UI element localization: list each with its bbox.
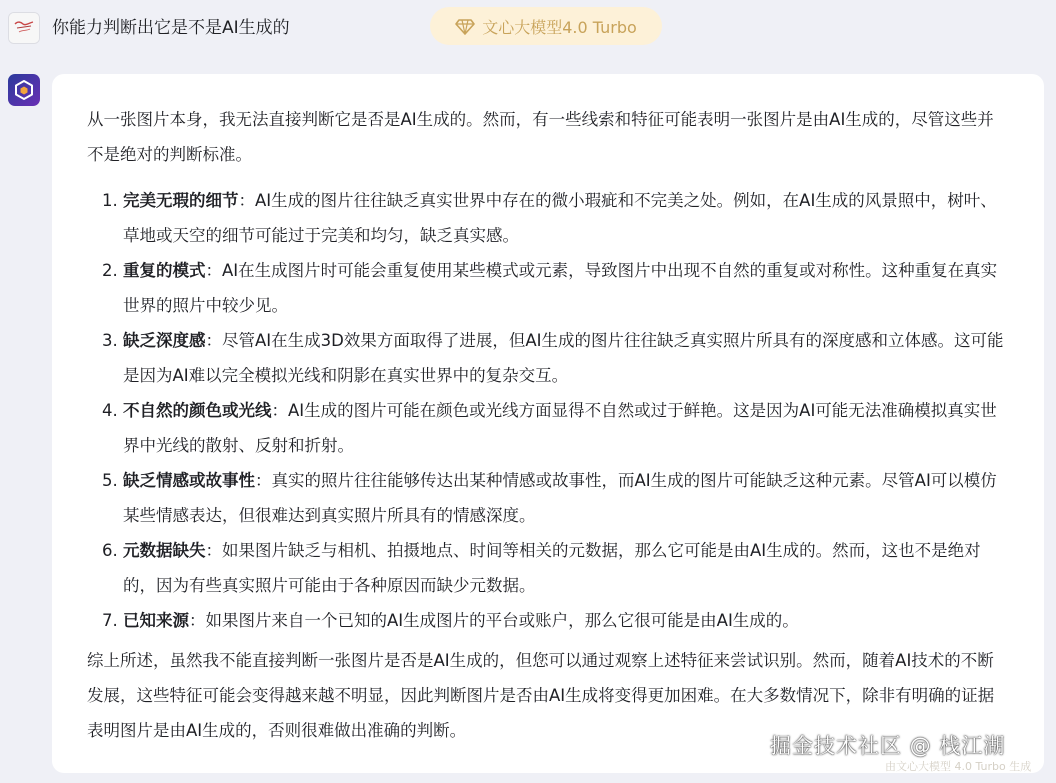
list-item-title: 缺乏深度感 (123, 331, 206, 350)
list-item-number: 6. (102, 541, 118, 560)
user-avatar (8, 12, 40, 44)
model-badge (430, 7, 662, 45)
list-item-text: ：如果图片来自一个已知的AI生成图片的平台或账户，那么它很可能是由AI生成的。 (189, 611, 799, 630)
list-item-number: 3. (102, 331, 118, 350)
list-item-number: 1. (102, 191, 118, 210)
list-item (102, 323, 1010, 393)
list-item-text: ：AI在生成图片时可能会重复使用某些模式或元素，导致图片中出现不自然的重复或对称性。这种重复在真实世界的照片中较少见。 (123, 261, 998, 315)
diamond-icon (455, 16, 475, 36)
list-item-number: 2. (102, 261, 118, 280)
user-avatar-image (9, 13, 39, 43)
answer-card (52, 74, 1044, 773)
list-item-title: 不自然的颜色或光线 (123, 401, 272, 420)
answer-conclusion: 综上所述，虽然我不能直接判断一张图片是否是AI生成的，但您可以通过观察上述特征来尝试识别。然而，随着AI技术的不断发展，这些特征可能会变得越来越不明显，因此判断图片是否由AI生成将变得更加困难。在大多数情况下，除非有明确的证据表明图片是由AI生成的，否则很难做出准确的判断。 (87, 651, 995, 740)
list-item-text: ：真实的照片往往能够传达出某种情感或故事性，而AI生成的图片可能缺乏这种元素。尽管AI可以模仿某些情感表达，但很难达到真实照片所具有的情感深度。 (123, 471, 997, 525)
list-item (102, 253, 1010, 323)
list-item-title: 完美无瑕的细节 (123, 191, 239, 210)
list-item-text: ：AI生成的图片可能在颜色或光线方面显得不自然或过于鲜艳。这是因为AI可能无法准确模拟真实世界中光线的散射、反射和折射。 (123, 401, 997, 455)
bot-avatar (8, 74, 40, 106)
list-item-number: 5. (102, 471, 118, 490)
list-item (102, 603, 1010, 638)
list-item-title: 已知来源 (123, 611, 189, 630)
answer-points-list (87, 183, 1010, 638)
list-item-number: 4. (102, 401, 118, 420)
list-item-title: 元数据缺失 (123, 541, 206, 560)
list-item (102, 393, 1010, 463)
user-question: 你能力判断出它是不是AI生成的 (52, 18, 290, 38)
list-item-number: 7. (102, 611, 118, 630)
list-item-text: ：如果图片缺乏与相机、拍摄地点、时间等相关的元数据，那么它可能是由AI生成的。然而，这也不是绝对的，因为有些真实照片可能由于各种原因而缺少元数据。 (123, 541, 981, 595)
list-item-title: 重复的模式 (123, 261, 206, 280)
list-item (102, 183, 1010, 253)
answer-body (87, 102, 1010, 748)
watermark: 掘金技术社区 @ 栈江湖 (770, 734, 1006, 758)
list-item-text: ：尽管AI在生成3D效果方面取得了进展，但AI生成的图片往往缺乏真实照片所具有的深度感和立体感。这可能是因为AI难以完全模拟光线和阴影在真实世界中的复杂交互。 (123, 331, 1004, 385)
footer-mark: 由文心大模型 4.0 Turbo 生成 (885, 760, 1032, 773)
ernie-logo-icon (13, 79, 35, 101)
list-item (102, 463, 1010, 533)
list-item (102, 533, 1010, 603)
answer-intro: 从一张图片本身，我无法直接判断它是否是AI生成的。然而，有一些线索和特征可能表明一张图片是由AI生成的，尽管这些并不是绝对的判断标准。 (87, 110, 994, 164)
model-badge-label: 文心大模型4.0 Turbo (482, 17, 637, 37)
list-item-text: ：AI生成的图片往往缺乏真实世界中存在的微小瑕疵和不完美之处。例如，在AI生成的风景照中，树叶、草地或天空的细节可能过于完美和均匀，缺乏真实感。 (123, 191, 997, 245)
list-item-title: 缺乏情感或故事性 (123, 471, 255, 490)
